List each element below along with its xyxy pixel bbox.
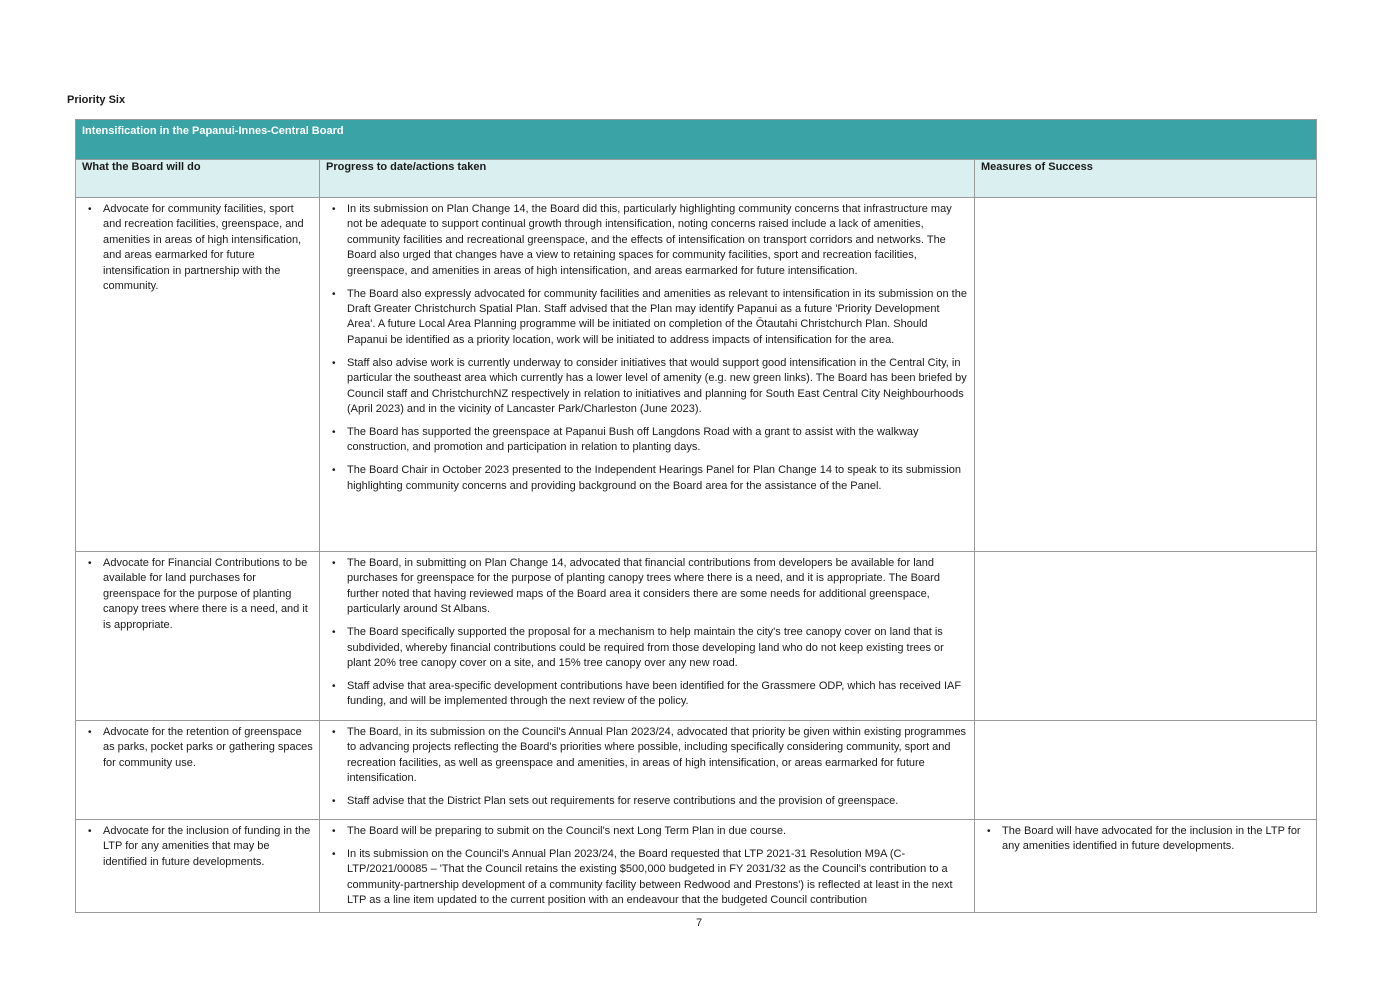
measures-cell: [975, 820, 1317, 913]
table-row: [76, 552, 1317, 721]
action-item: • Advocate for the retention of greenspace as parks, pocket parks or gathering spaces for community use.: [82, 725, 313, 771]
action-item: • Advocate for the inclusion of funding in the LTP for any amenities that may be identified in future developments.: [82, 824, 313, 870]
priority-heading: Priority Six: [67, 94, 126, 106]
action-cell: [76, 198, 320, 552]
progress-cell: [320, 198, 975, 552]
progress-item: • The Board specifically supported the proposal for a mechanism to help maintain the city's tree canopy cover on land that is subdivided, whereby financial contributions could be required from those developing land who do not keep existing trees or plant 20% tree canopy cover on a site, and 15% tree canopy over any new road.: [326, 625, 968, 671]
measures-cell: [975, 721, 1317, 820]
progress-item: • The Board, in its submission on the Council's Annual Plan 2023/24, advocated that priority be given within existing programmes to advancing projects reflecting the Board's priorities where possible, including specifically considering community, sport and recreation facilities, as well as greenspace and amenities, in areas of high intensification, or areas earmarked for future intensification.: [326, 725, 968, 787]
progress-cell: [320, 721, 975, 820]
action-cell: [76, 721, 320, 820]
column-header-measures: Measures of Success: [975, 160, 1317, 198]
page-number: 7: [695, 917, 703, 929]
progress-item: • Staff also advise work is currently underway to consider initiatives that would support good intensification in the Central City, in particular the southeast area which currently has a lower level of amenity (e.g. new green links). The Board has been briefed by Council staff and ChristchurchNZ respectively in relation to initiatives and planning for South East Central City Neighbourhoods (April 2023) and in the vicinity of Lancaster Park/Charleston (June 2023).: [326, 356, 968, 418]
measure-item: • The Board will have advocated for the inclusion in the LTP for any amenities identified in future developments.: [981, 824, 1310, 855]
action-item: • Advocate for community facilities, sport and recreation facilities, greenspace, and amenities in areas of high intensification, and areas earmarked for future intensification in partnership with the community.: [82, 202, 313, 294]
table-header-row: [76, 160, 1317, 198]
progress-item: • The Board, in submitting on Plan Change 14, advocated that financial contributions from developers be available for land purchases for greenspace for the purpose of planting canopy trees where there is a need, and it is appropriate. The Board further noted that having reviewed maps of the Board area it considers there are some needs for additional greenspace, particularly around St Albans.: [326, 556, 968, 618]
measures-cell: [975, 552, 1317, 721]
action-item: • Advocate for Financial Contributions to be available for land purchases for greenspace for the purpose of planting canopy trees where there is a need, and it is appropriate.: [82, 556, 313, 633]
progress-item: • Staff advise that area-specific development contributions have been identified for the Grassmere ODP, which has received IAF funding, and will be implemented through the next review of the policy.: [326, 679, 968, 710]
column-header-progress: Progress to date/actions taken: [320, 160, 975, 198]
table-row: [76, 820, 1317, 913]
action-cell: [76, 820, 320, 913]
column-header-do: What the Board will do: [76, 160, 320, 198]
progress-item: • In its submission on the Council's Annual Plan 2023/24, the Board requested that LTP 2021-31 Resolution M9A (C-LTP/2021/00085 – 'That the Council retains the existing $500,000 budgeted in FY 2031/32 as the Council's contribution to a community-partnership development of a community facility between Redwood and Prestons') is reflected at least in the next LTP as a line item updated to the current position with an endeavour that the budgeted Council contribution: [326, 847, 968, 908]
progress-cell: [320, 552, 975, 721]
table-title-row: [76, 120, 1317, 160]
table-row: [76, 721, 1317, 820]
priority-table: [75, 119, 1317, 913]
progress-item: • The Board Chair in October 2023 presented to the Independent Hearings Panel for Plan Change 14 to speak to its submission highlighting community concerns and providing background on the Board area for the assistance of the Panel.: [326, 463, 968, 494]
table-row: [76, 198, 1317, 552]
progress-item: • The Board also expressly advocated for community facilities and amenities as relevant to intensification in its submission on the Draft Greater Christchurch Spatial Plan. Staff advised that the Plan may identify Papanui as a future 'Priority Development Area'. A future Local Area Planning programme will be initiated on completion of the Ōtautahi Christchurch Plan. Should Papanui be identified as a priority location, work will be initiated to address impacts of intensification for the area.: [326, 287, 968, 349]
progress-cell: [320, 820, 975, 913]
action-cell: [76, 552, 320, 721]
table-title: Intensification in the Papanui-Innes-Central Board: [76, 120, 1317, 160]
progress-item: • The Board has supported the greenspace at Papanui Bush off Langdons Road with a grant to assist with the walkway construction, and promotion and participation in relation to planting days.: [326, 425, 968, 456]
progress-item: • In its submission on Plan Change 14, the Board did this, particularly highlighting community concerns that infrastructure may not be adequate to support continual growth through intensification, noting concerns raised include a lack of amenities, community facilities and recreational greenspace, and the effects of intensification on transport corridors and networks. The Board also urged that changes have a view to retaining spaces for community facilities, sport and recreation facilities, greenspace, and amenities in areas of high intensification, and areas earmarked for future intensification.: [326, 202, 968, 279]
progress-item: • Staff advise that the District Plan sets out requirements for reserve contributions and the provision of greenspace.: [326, 794, 968, 809]
measures-cell: [975, 198, 1317, 552]
progress-item: • The Board will be preparing to submit on the Council's next Long Term Plan in due course.: [326, 824, 968, 839]
